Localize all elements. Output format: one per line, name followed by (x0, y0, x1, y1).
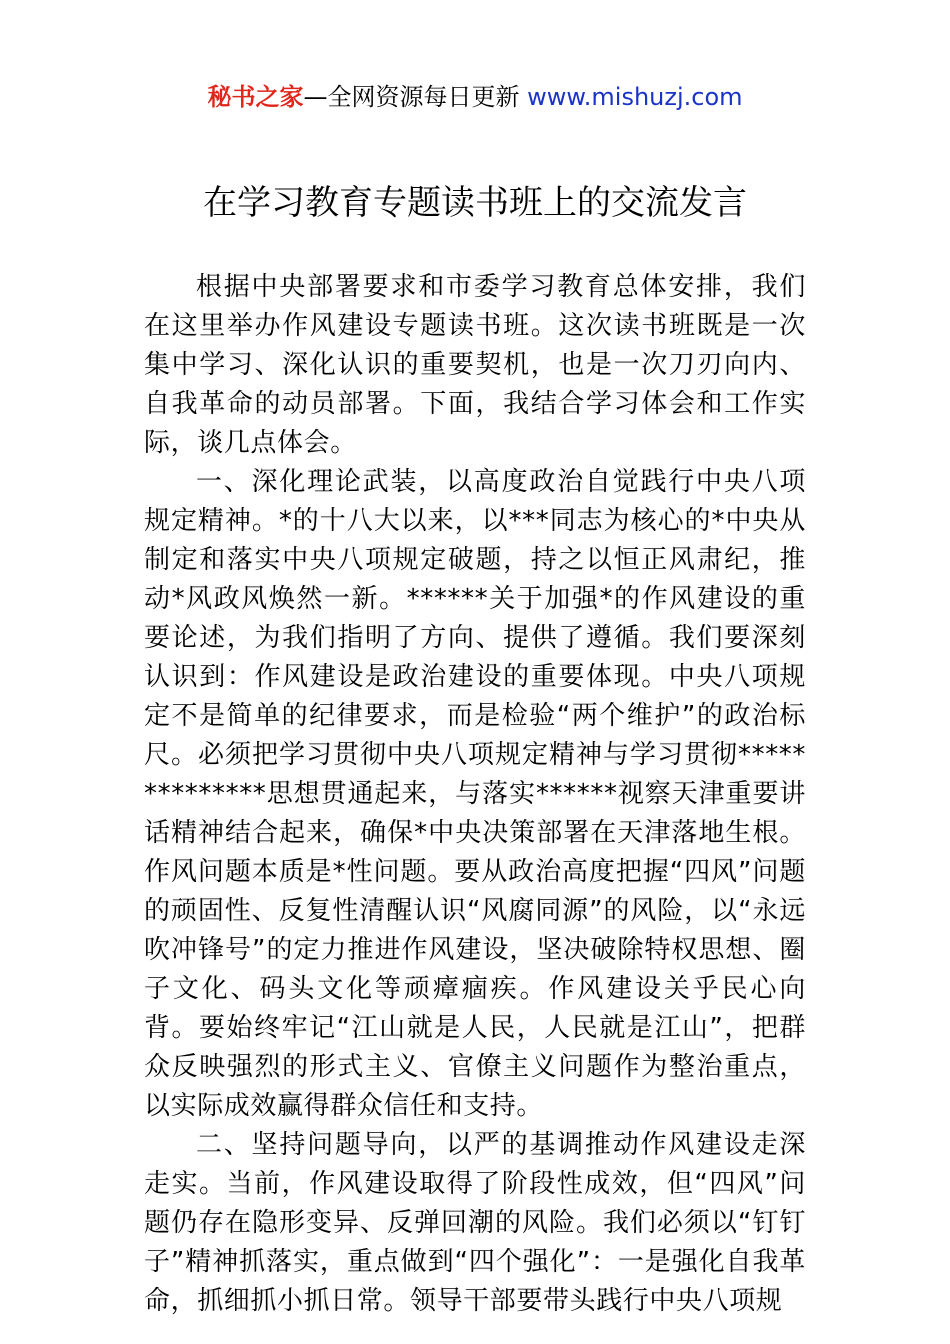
brand-name: 秘书之家 (207, 83, 304, 111)
document-title: 在学习教育专题读书班上的交流发言 (203, 183, 747, 223)
body-paragraph: 二、坚持问题导向，以严的基调推动作风建设走深走实。当前，作风建设取得了阶段性成效，但“四风”问题仍存在隐形变异、反弹回潮的风险。我们必须以“钉钉子”精神抓落实，重点做到“四个强化”：一是强化自我革命，抓细抓小抓日常。领导干部要带头践行中央八项规 (144, 1130, 806, 1316)
body-paragraph: 一、深化理论武装，以高度政治自觉践行中央八项规定精神。*的十八大以来，以***同志为核心的*中央从制定和落实中央八项规定破题，持之以恒正风肃纪，推动*风政风焕然一新。******关于加强*的作风建设的重要论述，为我们指明了方向、提供了遵循。我们要深刻认识到：作风建设是政治建设的重要体现。中央八项规定不是简单的纪律要求，而是检验“两个维护”的政治标尺。必须把学习贯彻中央八项规定精神与学习贯彻**************思想贯通起来，与落实******视察天津重要讲话精神结合起来，确保*中央决策部署在天津落地生根。作风问题本质是*性问题。要从政治高度把握“四风”问题的顽固性、反复性清醒认识“风腐同源”的风险，以“永远吹冲锋号”的定力推进作风建设，坚决破除特权思想、圈子文化、码头文化等顽瘴痼疾。作风建设关乎民心向背。要始终牢记“江山就是人民，人民就是江山”，把群众反映强烈的形式主义、官僚主义问题作为整治重点，以实际成效赢得群众信任和支持。 (144, 467, 806, 1121)
site-header (0, 80, 950, 114)
site-url-link[interactable]: www.mishuzj.com (527, 83, 743, 111)
document-body (144, 268, 806, 1321)
body-paragraph: 根据中央部署要求和市委学习教育总体安排，我们在这里举办作风建设专题读书班。这次读书班既是一次集中学习、深化认识的重要契机，也是一次刀刃向内、自我革命的动员部署。下面，我结合学习体会和工作实际，谈几点体会。 (144, 272, 806, 458)
header-tagline: —全网资源每日更新 (303, 83, 520, 111)
